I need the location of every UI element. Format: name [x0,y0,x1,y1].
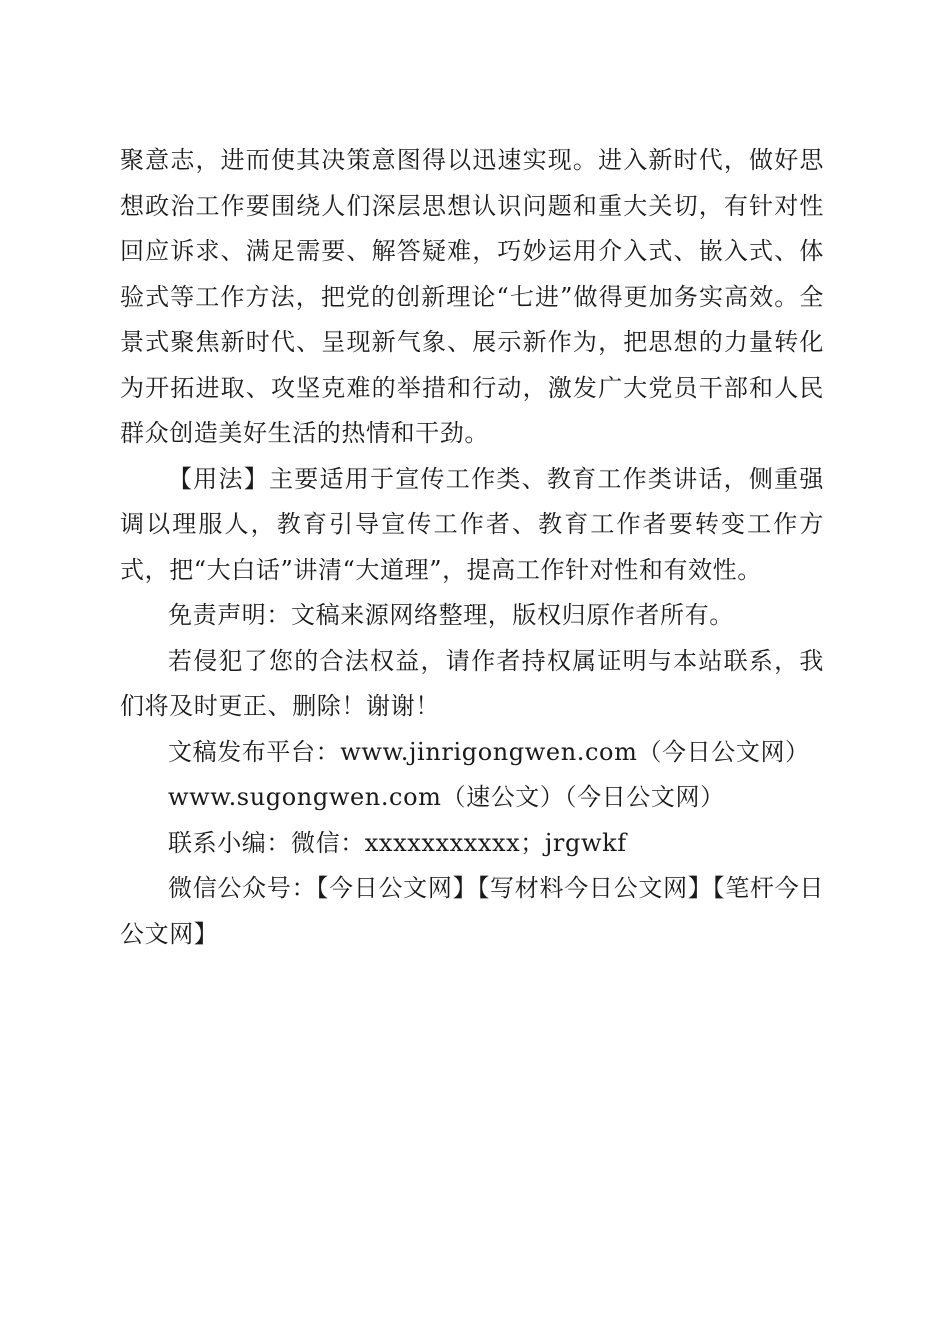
infringement-notice-paragraph: 若侵犯了您的合法权益，请作者持权属证明与本站联系，我们将及时更正、删除！谢谢！ [120,646,824,720]
usage-note-paragraph: 【用法】主要适用于宣传工作类、教育工作类讲话，侧重强调以理服人，教育引导宣传工作者、教育工作者要转变工作方式，把“大白话”讲清“大道理”，提高工作针对性和有效性。 [120,464,824,584]
platform-line: 文稿发布平台：www.jinrigongwen.com（今日公文网） [168,737,810,766]
wechat-accounts-line: 微信公众号：【今日公文网】【写材料今日公文网】【笔杆今日公文网】 [120,874,824,948]
disclaimer-paragraph: 免责声明：文稿来源网络整理，版权归原作者所有。 [168,601,734,629]
contact-line: 联系小编：微信：xxxxxxxxxxx；jrgwkf [168,828,627,857]
document-page [120,138,824,957]
platform-line-secondary: www.sugongwen.com（速公文）（今日公文网） [168,783,725,811]
body-paragraph: 聚意志，进而使其决策意图得以迅速实现。进入新时代，做好思想政治工作要围绕人们深层思想认识问题和重大关切，有针对性回应诉求、满足需要、解答疑难，巧妙运用介入式、嵌入式、体验式等工作方法，把党的创新理论“七进”做得更加务实高效。全景式聚焦新时代、呈现新气象、展示新作为，把思想的力量转化为开拓进取、攻坚克难的举措和行动，激发广大党员干部和人民群众创造美好生活的热情和干劲。 [120,146,824,447]
